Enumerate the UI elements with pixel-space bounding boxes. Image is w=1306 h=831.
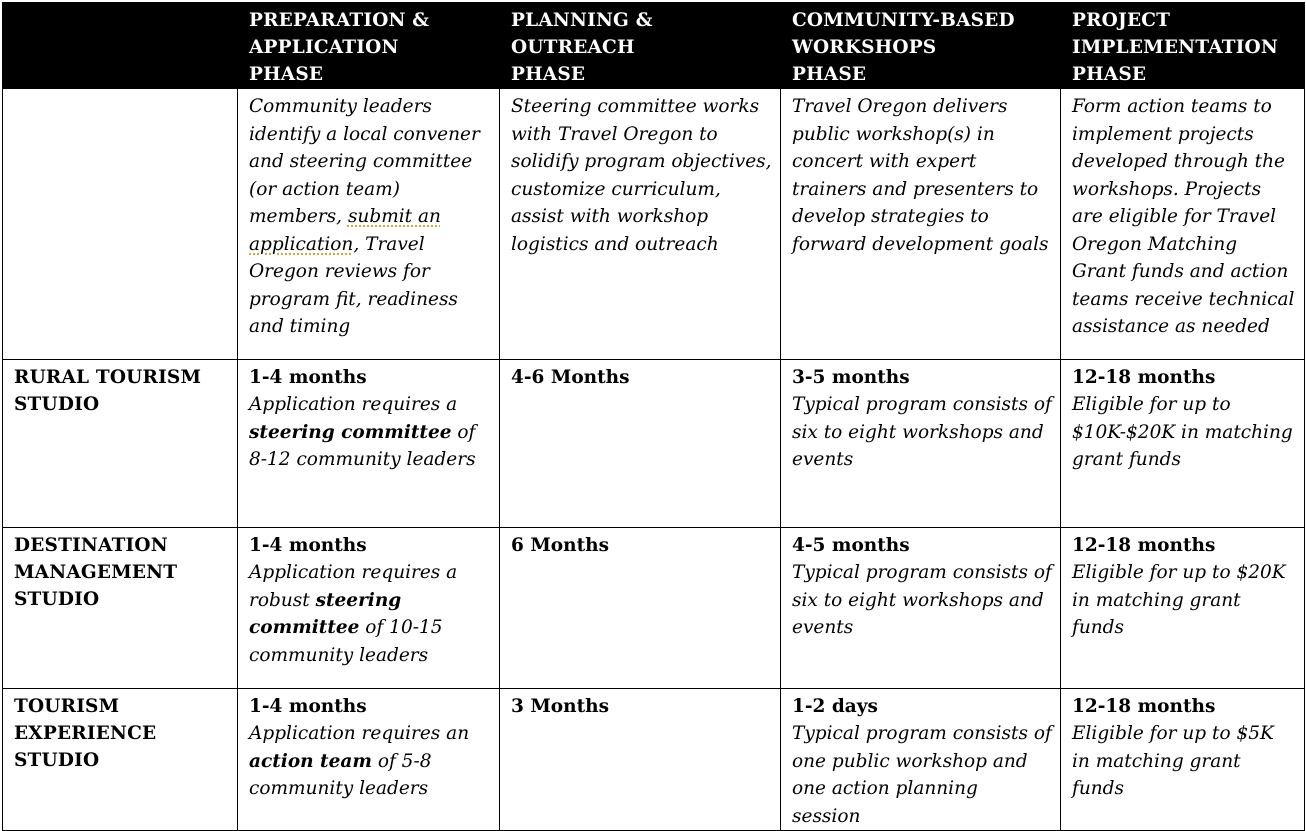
header-workshops-phase [781,3,1061,89]
rural-workshops-duration: 3-5 months [792,367,910,388]
planning-description: Steering committee works with Travel Oregon to solidify program objectives, customize curriculum, assist with workshop logistics and outreach [511,96,772,255]
destination-label-line3: STUDIO [14,589,100,610]
rural-preparation-duration: 1-4 months [249,367,367,388]
rural-label-line1: RURAL TOURISM [14,367,202,388]
destination-workshops-note: Typical program consists of six to eight workshops and events [792,562,1052,638]
experience-implementation-duration: 12-18 months [1072,696,1216,717]
header-planning-line1: PLANNING & [511,10,653,31]
rural-implementation-duration: 12-18 months [1072,367,1216,388]
preparation-description-a: Community leaders identify a local convener and steering committee (or action team) members, [249,96,480,227]
experience-preparation-note [249,720,491,803]
header-implementation-line2: IMPLEMENTATION [1072,37,1278,58]
workshops-description: Travel Oregon delivers public workshop(s) in concert with expert trainers and presenters to develop strategies to forward development goals [792,96,1049,255]
header-preparation-line2: APPLICATION [249,37,399,58]
rural-planning-cell [500,360,781,528]
rural-workshops-note: Typical program consists of six to eight workshops and events [792,394,1052,470]
header-planning-line2: OUTREACH [511,37,635,58]
rural-planning-duration: 4-6 Months [511,367,630,388]
destination-workshops-cell [781,528,1061,689]
rural-preparation-cell [238,360,500,528]
experience-workshops-note: Typical program consists of one public workshop and one action planning session [792,723,1052,827]
rural-label-cell [3,360,238,528]
planning-description-cell [500,89,781,360]
experience-preparation-note-b: of 5-8 community leaders [249,750,432,799]
header-implementation-line1: PROJECT [1072,10,1171,31]
experience-preparation-cell [238,689,500,831]
preparation-description-cell [238,89,500,360]
header-workshops-line1: COMMUNITY-BASED [792,10,1015,31]
destination-planning-cell [500,528,781,689]
experience-label-cell [3,689,238,831]
experience-workshops-cell [781,689,1061,831]
rural-implementation-note: Eligible for up to $10K-$20K in matching grant funds [1072,394,1293,470]
destination-preparation-duration: 1-4 months [249,535,367,556]
workshops-description-cell [781,89,1061,360]
header-preparation-line3: PHASE [249,64,324,85]
experience-label-line1: TOURISM [14,696,120,717]
header-planning-line3: PHASE [511,64,586,85]
experience-preparation-duration: 1-4 months [249,696,367,717]
destination-label-line2: MANAGEMENT [14,562,178,583]
header-planning-phase [500,3,781,89]
implementation-description-cell [1061,89,1305,360]
studio-phases-table [2,2,1305,831]
experience-planning-cell [500,689,781,831]
destination-label-cell [3,528,238,689]
preparation-description-b: , Travel Oregon reviews for program fit, readiness and timing [249,233,458,337]
table-row-rural-tourism-studio [3,360,1305,528]
destination-planning-duration: 6 Months [511,535,609,556]
header-corner-cell [3,3,238,89]
rural-preparation-note [249,391,491,474]
experience-preparation-note-a: Application requires an [249,723,470,744]
destination-preparation-note-a: Application requires a robust [249,562,458,611]
rural-preparation-note-a: Application requires a [249,394,458,415]
header-implementation-line3: PHASE [1072,64,1147,85]
destination-implementation-duration: 12-18 months [1072,535,1216,556]
rural-label-line2: STUDIO [14,394,100,415]
header-row [3,3,1305,89]
header-preparation-phase [238,3,500,89]
experience-implementation-note: Eligible for up to $5K in matching grant funds [1072,723,1274,799]
table-row-tourism-experience-studio [3,689,1305,831]
submit-application-text: submit an application [249,206,441,255]
experience-label-line2: EXPERIENCE [14,723,157,744]
destination-preparation-note [249,559,491,669]
rural-preparation-note-b: of 8-12 community leaders [249,421,476,470]
experience-workshops-duration: 1-2 days [792,696,878,717]
header-workshops-line3: PHASE [792,64,867,85]
experience-planning-duration: 3 Months [511,696,609,717]
description-row [3,89,1305,360]
destination-preparation-note-b: of 10-15 community leaders [249,617,443,666]
experience-implementation-cell [1061,689,1305,831]
destination-label-line1: DESTINATION [14,535,168,556]
implementation-description: Form action teams to implement projects developed through the workshops. Projects are eligible for Travel Oregon Matching Grant funds and action teams receive technical assistance as needed [1072,96,1295,337]
experience-label-line3: STUDIO [14,750,100,771]
header-preparation-line1: PREPARATION & [249,10,430,31]
destination-preparation-cell [238,528,500,689]
table-row-destination-management-studio [3,528,1305,689]
experience-preparation-note-bold: action team [249,750,372,772]
destination-implementation-cell [1061,528,1305,689]
rural-implementation-cell [1061,360,1305,528]
destination-implementation-note: Eligible for up to $20K in matching grant funds [1072,562,1286,638]
destination-preparation-note-bold: steering committee [249,589,402,638]
description-row-label-cell [3,89,238,360]
destination-workshops-duration: 4-5 months [792,535,910,556]
header-workshops-line2: WORKSHOPS [792,37,937,58]
rural-workshops-cell [781,360,1061,528]
rural-preparation-note-bold: steering committee [249,421,452,443]
header-implementation-phase [1061,3,1305,89]
